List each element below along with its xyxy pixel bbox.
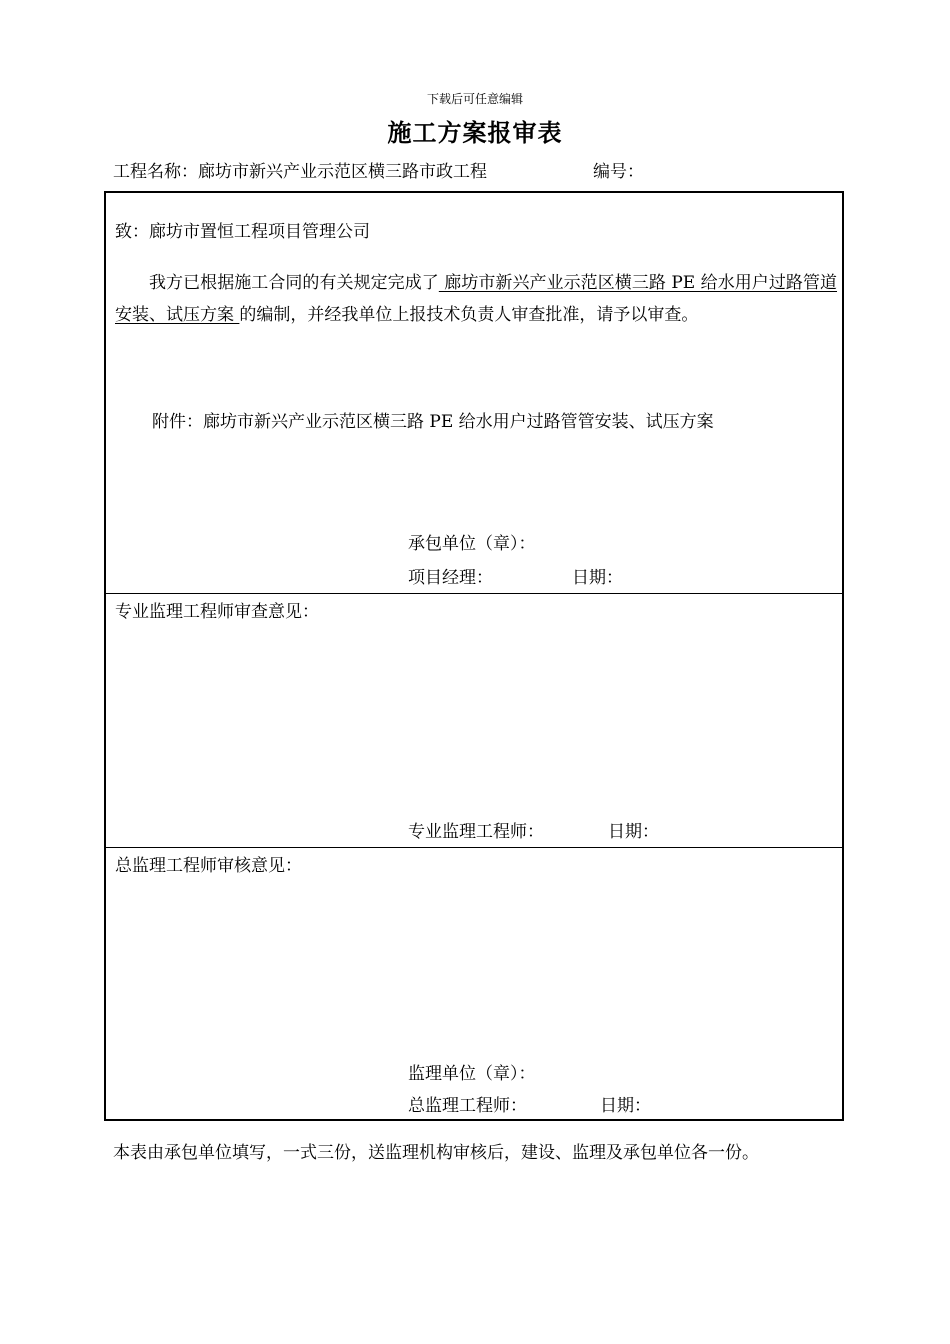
- footer-note: 本表由承包单位填写，一式三份，送监理机构审核后，建设、监理及承包单位各一份。: [113, 1143, 759, 1163]
- header-note: 下载后可任意编辑: [426, 92, 523, 106]
- chief-signer-label: 总监理工程师：: [408, 1096, 527, 1116]
- section3-date-label: 日期：: [600, 1096, 651, 1116]
- submission-body-suffix: 的编制，并经我单位上报技术负责人审查批准，请予以审查。: [239, 305, 699, 325]
- supervision-seal-label: 监理单位（章）：: [408, 1064, 536, 1084]
- engineer-signer-label: 专业监理工程师：: [408, 822, 544, 842]
- plan-name-underlined: 廊坊市新兴产业示范区横三路 PE 给水用户过路管道安装、试压方案: [115, 273, 838, 325]
- chief-review-heading: 总监理工程师审核意见：: [115, 856, 302, 876]
- page-title: 施工方案报审表: [387, 118, 563, 147]
- project-name-label: 工程名称：: [113, 162, 198, 182]
- section2-date-label: 日期：: [608, 822, 659, 842]
- contractor-seal-label: 承包单位（章）：: [408, 534, 536, 554]
- project-name-value: 廊坊市新兴产业示范区横三路市政工程: [198, 162, 487, 182]
- engineer-review-heading: 专业监理工程师审查意见：: [115, 602, 319, 622]
- submission-body-prefix: 我方已根据施工合同的有关规定完成了: [149, 273, 439, 293]
- project-name-line: [113, 157, 487, 182]
- attachment-line: 附件：廊坊市新兴产业示范区横三路 PE 给水用户过路管管安装、试压方案: [152, 412, 714, 432]
- project-manager-label: 项目经理：: [408, 568, 493, 588]
- form-number-label: 编号：: [593, 162, 644, 182]
- addressee: 致：廊坊市置恒工程项目管理公司: [115, 222, 370, 242]
- section-divider-2: [106, 847, 842, 848]
- section1-date-label: 日期：: [572, 568, 623, 588]
- form-table: [104, 191, 844, 1121]
- section-divider-1: [106, 593, 842, 594]
- submission-body: [115, 267, 837, 331]
